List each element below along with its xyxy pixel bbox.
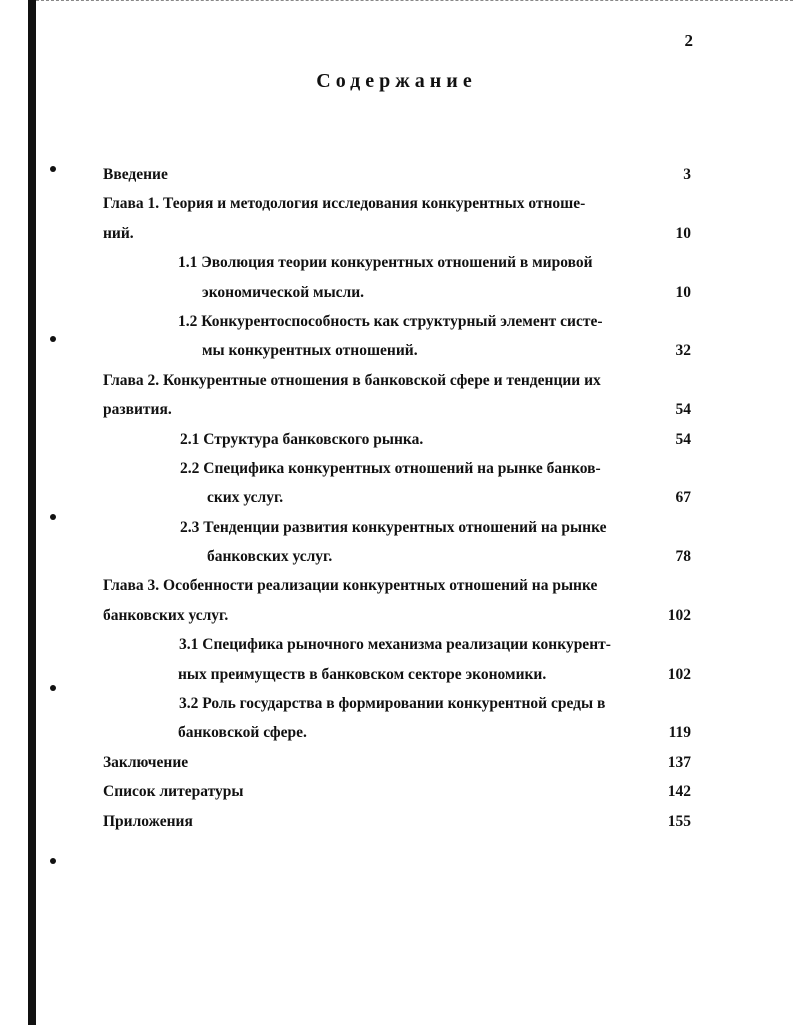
- toc-entry-text: 1.1 Эволюция теории конкурентных отношений в мировой: [178, 254, 593, 272]
- toc-entry-bibliography: [103, 777, 691, 806]
- toc-entry-text: 2.1 Структура банковского рынка.: [180, 430, 424, 448]
- toc-entry-text: Глава 1. Теория и методология исследования конкурентных отноше-: [103, 195, 586, 213]
- toc-page-number: 10: [675, 224, 691, 242]
- toc-entry-text: Приложения: [103, 812, 193, 830]
- toc-entry-text: 1.2 Конкурентоспособность как структурный элемент систе-: [178, 312, 603, 330]
- toc-entry-text: банковских услуг.: [103, 606, 229, 624]
- toc-page-number: 78: [675, 548, 691, 566]
- toc-entry-text: Глава 2. Конкурентные отношения в банковской сфере и тенденции их: [103, 371, 601, 389]
- toc-entry-chapter-3: [103, 571, 691, 600]
- toc-entry-chapter-2-cont: [103, 395, 691, 424]
- toc-entry-text: Заключение: [103, 753, 189, 771]
- page-number: 2: [684, 31, 693, 50]
- toc-entry-text: развития.: [103, 401, 172, 419]
- toc-entry-chapter-1-cont: [103, 219, 691, 248]
- toc-entry-section-2-2-cont: [103, 483, 691, 512]
- page-title: Содержание: [316, 70, 477, 92]
- toc-entry-text: Список литературы: [103, 783, 244, 801]
- toc-entry-section-2-2: [103, 454, 691, 483]
- toc-entry-chapter-2: [103, 366, 691, 395]
- toc-page-number: 142: [667, 783, 691, 801]
- toc-page-number: 54: [675, 430, 691, 448]
- table-of-contents: [103, 160, 691, 836]
- binding-hole-mark: [50, 166, 56, 172]
- toc-entry-text: Глава 3. Особенности реализации конкурентных отношений на рынке: [103, 577, 598, 595]
- top-rule: [36, 0, 793, 3]
- toc-entry-conclusion: [103, 748, 691, 777]
- toc-entry-section-2-3-cont: [103, 542, 691, 571]
- toc-page-number: 32: [675, 342, 691, 360]
- toc-entry-text: банковской сфере.: [178, 724, 307, 742]
- toc-entry-section-3-1-cont: [103, 660, 691, 689]
- toc-entry-chapter-1: [103, 189, 691, 218]
- toc-entry-section-1-1: [103, 248, 691, 277]
- toc-entry-section-1-1-cont: [103, 278, 691, 307]
- toc-entry-section-2-1: [103, 425, 691, 454]
- toc-entry-text: 2.3 Тенденции развития конкурентных отношений на рынке: [180, 518, 607, 536]
- toc-page-number: 102: [667, 606, 691, 624]
- toc-entry-text: мы конкурентных отношений.: [202, 342, 418, 360]
- toc-entry-text: банковских услуг.: [207, 548, 333, 566]
- toc-entry-text: 3.2 Роль государства в формировании конкурентной среды в: [179, 695, 606, 713]
- toc-page-number: 137: [667, 753, 691, 771]
- toc-entry-text: ний.: [103, 224, 134, 242]
- toc-page-number: 67: [675, 489, 691, 507]
- binding-hole-mark: [50, 336, 56, 342]
- binding-hole-mark: [50, 858, 56, 864]
- toc-entry-section-3-2: [103, 689, 691, 718]
- toc-entry-chapter-3-cont: [103, 601, 691, 630]
- toc-entry-text: ных преимуществ в банковском секторе экономики.: [178, 665, 547, 683]
- toc-entry-text: экономической мысли.: [202, 283, 365, 301]
- scan-edge-bar: [28, 0, 36, 1025]
- toc-entry-section-3-2-cont: [103, 718, 691, 747]
- toc-page-number: 10: [675, 283, 691, 301]
- binding-hole-mark: [50, 685, 56, 691]
- binding-hole-mark: [50, 514, 56, 520]
- toc-page-number: 119: [668, 724, 691, 742]
- toc-entry-text: 2.2 Специфика конкурентных отношений на рынке банков-: [180, 459, 601, 477]
- toc-entry-appendices: [103, 807, 691, 836]
- toc-entry-introduction: [103, 160, 691, 189]
- toc-entry-section-2-3: [103, 513, 691, 542]
- toc-entry-section-1-2: [103, 307, 691, 336]
- toc-page-number: 3: [683, 166, 691, 183]
- toc-entry-section-1-2-cont: [103, 336, 691, 365]
- toc-page-number: 155: [667, 812, 691, 830]
- toc-entry-section-3-1: [103, 630, 691, 659]
- toc-page-number: 102: [667, 665, 691, 683]
- toc-entry-text: ских услуг.: [207, 489, 284, 507]
- toc-entry-text: 3.1 Специфика рыночного механизма реализации конкурент-: [179, 636, 611, 654]
- toc-page-number: 54: [675, 401, 691, 419]
- toc-entry-text: Введение: [103, 166, 168, 183]
